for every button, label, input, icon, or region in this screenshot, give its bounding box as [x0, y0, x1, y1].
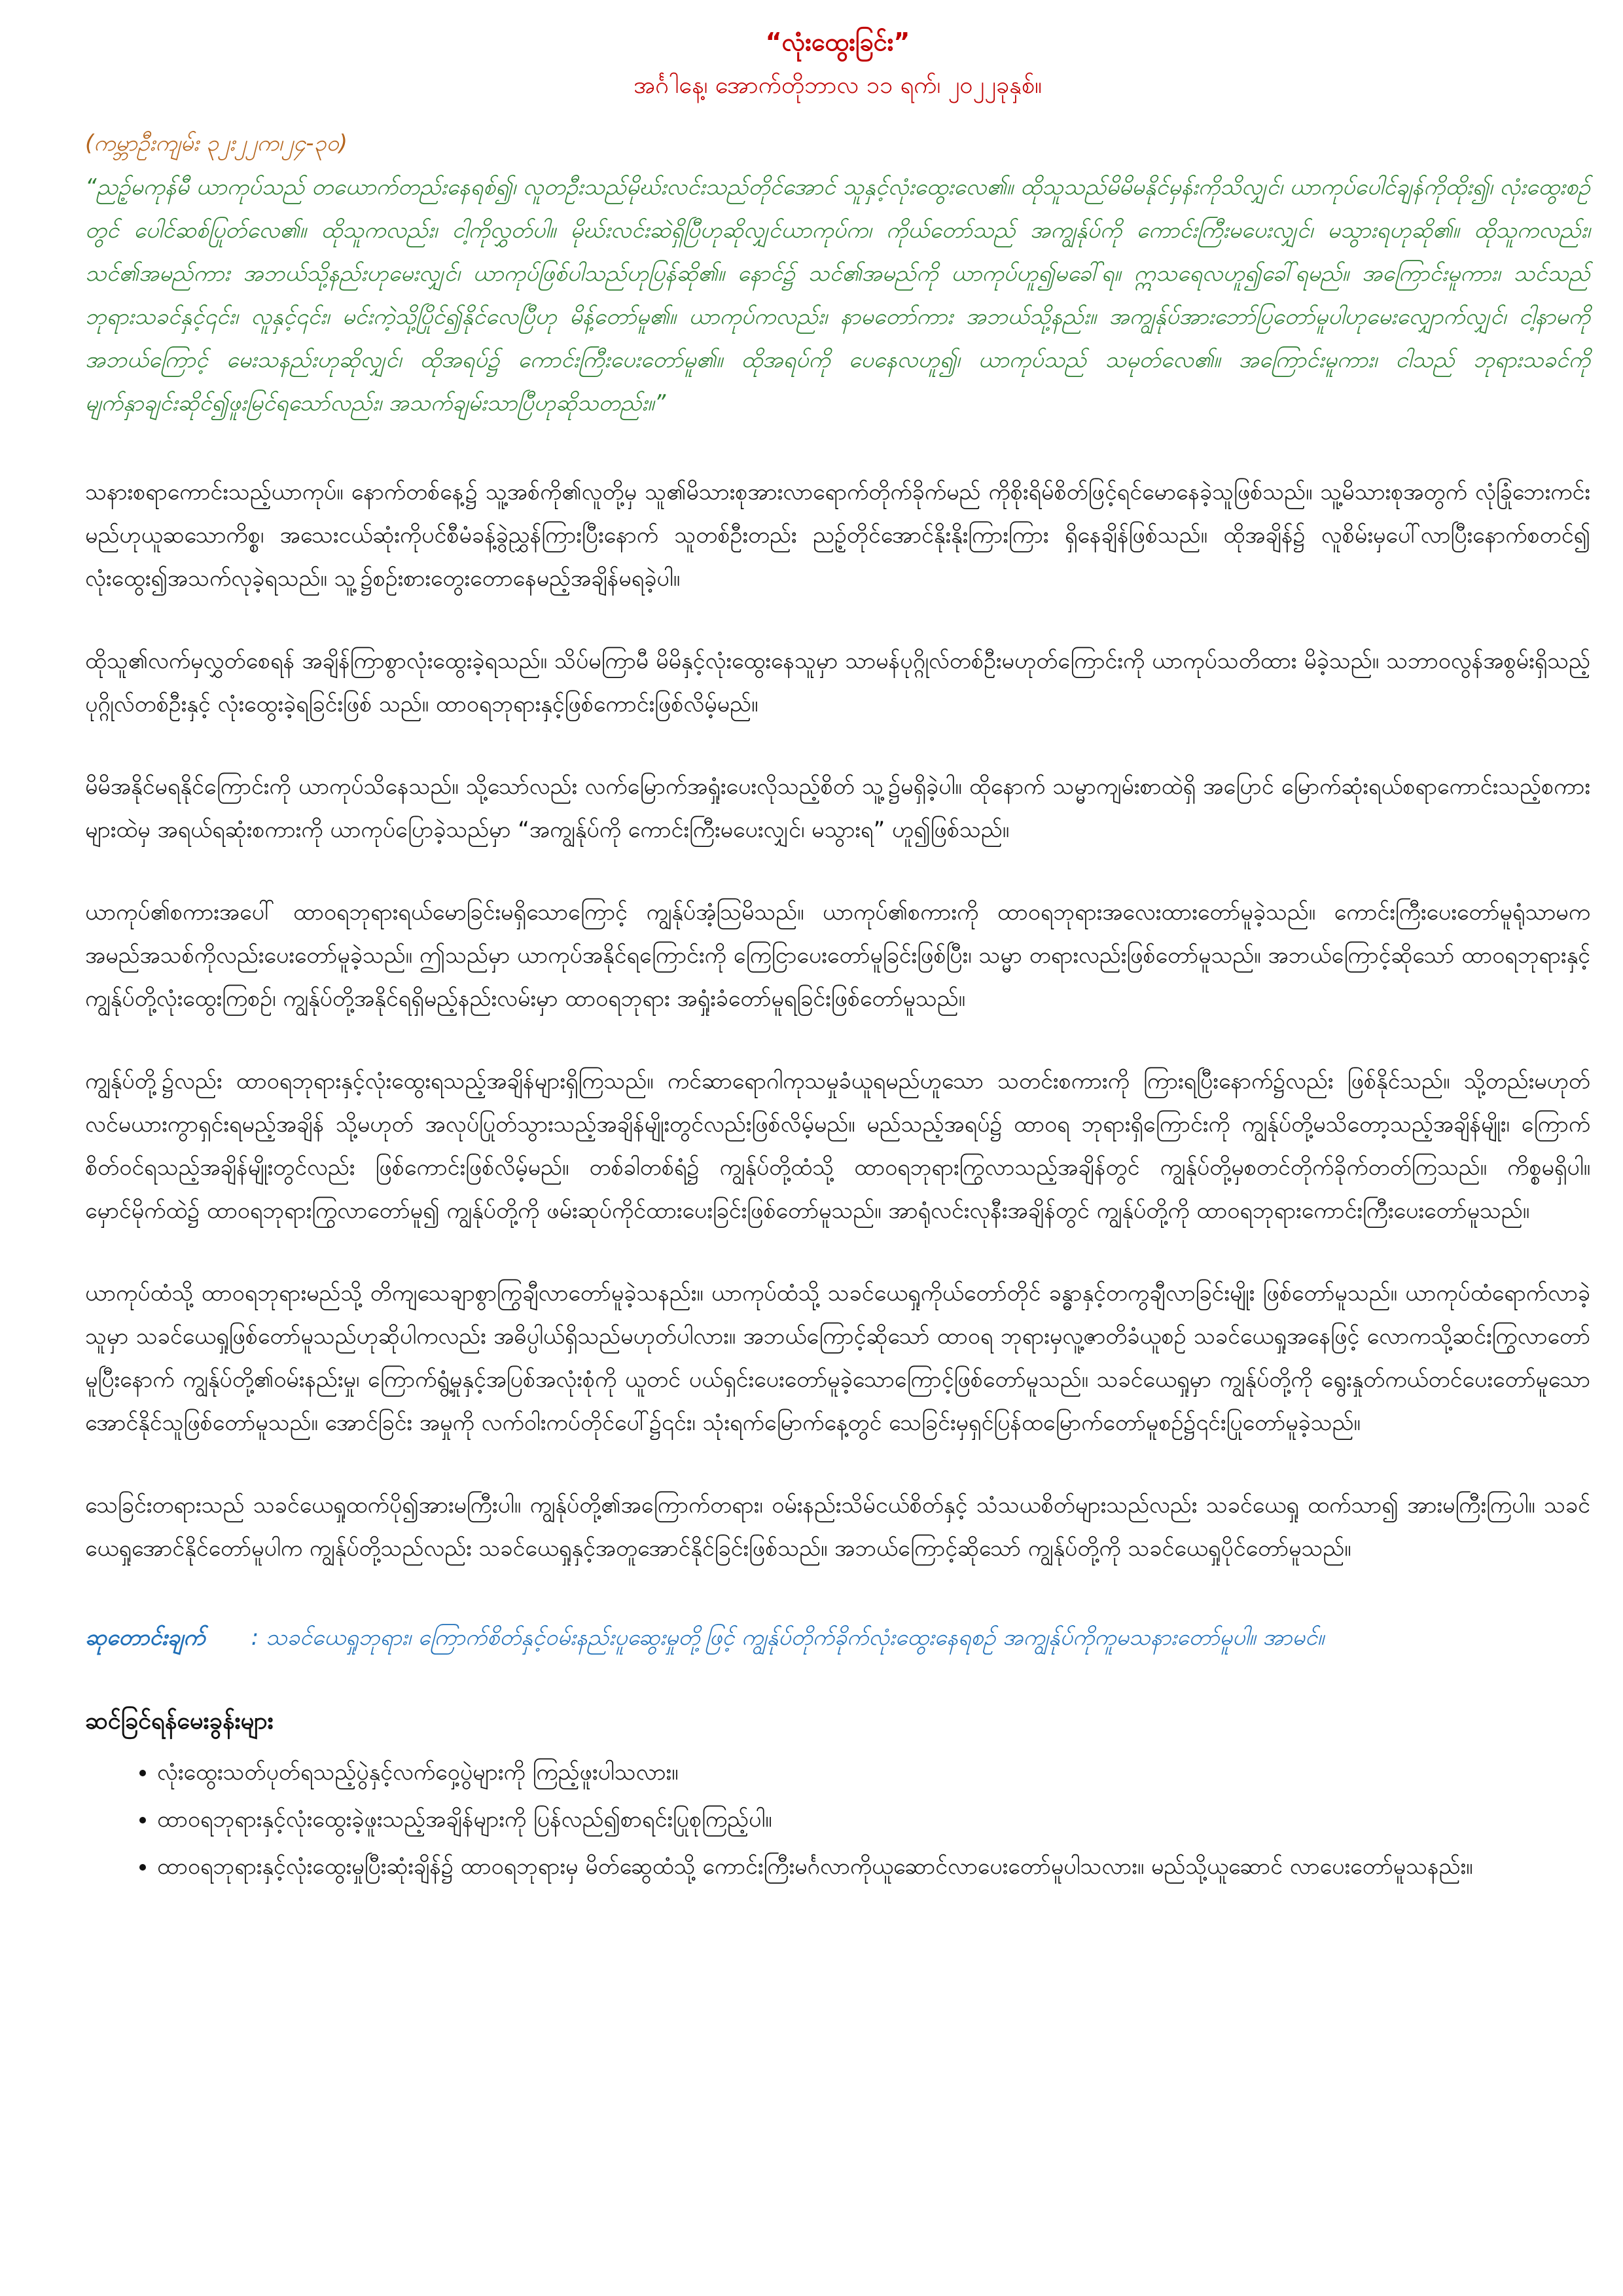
questions-list: [85, 1751, 1590, 1888]
question-item: • ထာဝရဘုရားနှင့်လုံးထွေးမှုပြီးဆုံးချိန်၌ ထာဝရဘုရားမှ မိတ်ဆွေထံသို့ ကောင်းကြီးမင်္ဂလာကိုယူဆောင်လာပေးတော်မူပါသလား။ မည်သို့ယူဆောင် လာပေးတော်မူသနည်း။: [157, 1845, 1590, 1888]
devotional-page: [85, 26, 1590, 1892]
body-paragraph: ထိုသူ၏လက်မှလွှတ်စေရန် အချိန်ကြာစွာလုံးထွေးခဲ့ရသည်။ သိပ်မကြာမီ မိမိနှင့်လုံးထွေးနေသူမှာ သာမန်ပုဂ္ဂိုလ်တစ်ဦးမဟုတ်ကြောင်းကို ယာကုပ်သတိထား မိခဲ့သည်။ သဘာဝလွန်အစွမ်းရှိသည့်ပုဂ္ဂိုလ်တစ်ဦးနှင့် လုံးထွေးခဲ့ရခြင်းဖြစ် သည်။ ထာဝရဘုရားနှင့်ဖြစ်ကောင်းဖြစ်လိမ့်မည်။: [85, 648, 1590, 717]
question-item: • လုံးထွေးသတ်ပုတ်ရသည့်ပွဲနှင့်လက်ဝှေ့ပွဲများကို ကြည့်ဖူးပါသလား။: [157, 1751, 1590, 1794]
scripture-quote: “ညဥ့်မကုန်မီ ယာကုပ်သည် တယောက်တည်းနေရစ်၍၊ လူတဦးသည်မိုဃ်းလင်းသည်တိုင်အောင် သူနှင့်လုံးထွေးလေ၏။ ထိုသူသည်မိမိမနိုင်မှန်းကိုသိလျှင်၊ ယာကုပ်ပေါင်ချန်ကိုထိုး၍၊ လုံးထွေးစဥ်တွင် ပေါင်ဆစ်ပြုတ်လေ၏။ ထိုသူကလည်း၊ ငါ့ကိုလွှတ်ပါ။ မိုဃ်းလင်းဆဲရှိပြီဟုဆိုလျှင်ယာကုပ်က၊ ကိုယ်တော်သည် အကျွန်ုပ်ကို ကောင်းကြီးမပေးလျှင်၊ မသွားရဟုဆို၏။ ထိုသူကလည်း၊ သင်၏အမည်ကား အဘယ်သို့နည်းဟုမေးလျှင်၊ ယာကုပ်ဖြစ်ပါသည်ဟုပြန်ဆို၏။ နောင်၌ သင်၏အမည်ကို ယာကုပ်ဟူ၍မခေါ်ရ။ ဣသရေလဟူ၍ခေါ်ရမည်။ အကြောင်းမူကား၊ သင်သည် ဘုရားသခင်နှင့်၎င်း၊ လူနှင့်၎င်း၊ မင်းကဲ့သို့ပြိုင်၍နိုင်လေပြီဟု မိန့်တော်မူ၏။ ယာကုပ်ကလည်း၊ နာမတော်ကား အဘယ်သို့နည်း။ အကျွန်ုပ်အားဘော်ပြတော်မူပါဟုမေးလျှောက်လျှင်၊ ငါ့နာမကို အဘယ်ကြောင့် မေးသနည်းဟုဆိုလျှင်၊ ထိုအရပ်၌ ကောင်းကြီးပေးတော်မူ၏။ ထိုအရပ်ကို ပေနေလဟူ၍၊ ယာကုပ်သည် သမုတ်လေ၏။ အကြောင်းမူကား၊ ငါသည် ဘုရားသခင်ကို မျက်နှာချင်းဆိုင်၍ဖူးမြင်ရသော်လည်း၊ အသက်ချမ်းသာပြီဟုဆိုသတည်း။”: [85, 174, 1590, 416]
question-item: • ထာဝရဘုရားနှင့်လုံးထွေးခဲ့ဖူးသည့်အချိန်များကို ပြန်လည်၍စာရင်းပြုစုကြည့်ပါ။: [157, 1798, 1590, 1841]
scripture-reference: (ကမ္ဘာဦးကျမ်း ၃၂း၂၂က၊၂၄-၃၀): [85, 130, 348, 156]
prayer-text: : သခင်ယေရှုဘုရား၊ ကြောက်စိတ်နှင့်ဝမ်းနည်းပူဆွေးမှုတို့ဖြင့် ကျွန်ုပ်တိုက်ခိုက်လုံးထွေးနေရစဥ် အကျွန်ုပ်ကိုကူမသနားတော်မူပါ။ အာမင်။: [251, 1624, 1325, 1651]
page-date: အင်္ဂါနေ့၊ အောက်တိုဘာလ ၁၁ ရက်၊ ၂၀၂၂ခုနှစ်။: [633, 72, 1042, 99]
body-paragraph: သေခြင်းတရားသည် သခင်ယေရှုထက်ပို၍အားမကြီးပါ။ ကျွန်ုပ်တို့၏အကြောက်တရား၊ ဝမ်းနည်းသိမ်ငယ်စိတ်နှင့် သံသယစိတ်များသည်လည်း သခင်ယေရှု ထက်သာ၍ အားမကြီးကြပါ။ သခင်ယေရှုအောင်နိုင်တော်မူပါက ကျွန်ုပ်တို့သည်လည်း သခင်ယေရှုနှင့်အတူအောင်နိုင်ခြင်းဖြစ်သည်။ အဘယ်ကြောင့်ဆိုသော် ကျွန်ုပ်တို့ကို သခင်ယေရှုပိုင်တော်မူသည်။: [85, 1492, 1590, 1562]
prayer-block: [85, 1616, 1590, 1659]
prayer-label: ဆုတောင်းချက်: [85, 1624, 205, 1651]
body-paragraph: မိမိအနိုင်မရနိုင်ကြောင်းကို ယာကုပ်သိနေသည်။ သို့သော်လည်း လက်မြောက်အရှုံးပေးလိုသည့်စိတ် သူ့၌မရှိခဲ့ပါ။ ထိုနောက် သမ္မာကျမ်းစာထဲရှိ အပြောင် မြောက်ဆုံးရယ်စရာကောင်းသည့်စကားများထဲမှ အရယ်ရဆုံးစကားကို ယာကုပ်ပြောခဲ့သည်မှာ “အကျွန်ုပ်ကို ကောင်းကြီးမပေးလျှင်၊ မသွားရ” ဟူ၍ဖြစ်သည်။: [85, 774, 1590, 843]
page-title: “လုံးထွေးခြင်း”: [765, 27, 910, 56]
body-paragraph: ယာကုပ်ထံသို့ ထာဝရဘုရားမည်သို့ တိကျသေချာစွာကြွချီလာတော်မူခဲ့သနည်း။ ယာကုပ်ထံသို့ သခင်ယေရှုကိုယ်တော်တိုင် ခန္ဓာနှင့်တကွချီလာခြင်းမျိုး ဖြစ်တော်မူသည်။ ယာကုပ်ထံရောက်လာခဲ့သူမှာ သခင်ယေရှုဖြစ်တော်မူသည်ဟုဆိုပါကလည်း အဓိပ္ပါယ်ရှိသည်မဟုတ်ပါလား။ အဘယ်ကြောင့်ဆိုသော် ထာဝရ ဘုရားမှလူ့ဇာတိခံယူစဥ် သခင်ယေရှုအနေဖြင့် လောကသို့ဆင်းကြွလာတော်မူပြီးနောက် ကျွန်ုပ်တို့၏ဝမ်းနည်းမှု၊ ကြောက်ရွံ့မှုနှင့်အပြစ်အလုံးစုံကို ယူတင် ပယ်ရှင်းပေးတော်မူခဲ့သောကြောင့်ဖြစ်တော်မူသည်။ သခင်ယေရှုမှာ ကျွန်ုပ်တို့ကို ရွေးနှုတ်ကယ်တင်ပေးတော်မူသော အောင်နိုင်သူဖြစ်တော်မူသည်။ အောင်ခြင်း အမှုကို လက်ဝါးကပ်တိုင်ပေါ်၌၎င်း၊ သုံးရက်မြောက်နေ့တွင် သေခြင်းမှရှင်ပြန်ထမြောက်တော်မူစဥ်၌၎င်းပြုတော်မူခဲ့သည်။: [85, 1280, 1590, 1436]
body-paragraph: သနားစရာကောင်းသည့်ယာကုပ်။ နောက်တစ်နေ့၌ သူ့အစ်ကို၏လူတို့မှ သူ၏မိသားစုအားလာရောက်တိုက်ခိုက်မည် ကိုစိုးရိမ်စိတ်ဖြင့်ရင်မောနေခဲ့သူဖြစ်သည်။ သူ့မိသားစုအတွက် လုံခြုံဘေးကင်းမည်ဟုယူဆသောကိစ္စ၊ အသေးငယ်ဆုံးကိုပင်စီမံခန့်ခွဲညွှန်ကြားပြီးနောက် သူတစ်ဦးတည်း ညဥ့်တိုင်အောင်နိုးနိုးကြားကြား ရှိနေချိန်ဖြစ်သည်။ ထိုအချိန်၌ လူစိမ်းမှပေါ်လာပြီးနောက်စတင်၍ လုံးထွေး၍အသက်လုခဲ့ရသည်။ သူ့၌စဥ်းစားတွေးတောနေမည့်အချိန်မရခဲ့ပါ။: [85, 479, 1590, 592]
questions-heading: ဆင်ခြင်ရန်မေးခွန်းများ: [85, 1708, 274, 1734]
body-paragraph: ကျွန်ုပ်တို့၌လည်း ထာဝရဘုရားနှင့်လုံးထွေးရသည့်အချိန်များရှိကြသည်။ ကင်ဆာရောဂါကုသမှုခံယူရမည်ဟူသော သတင်းစကားကို ကြားရပြီးနောက်၌လည်း ဖြစ်နိုင်သည်။ သို့တည်းမဟုတ် လင်မယားကွာရှင်းရမည့်အချိန် သို့မဟုတ် အလုပ်ပြုတ်သွားသည့်အချိန်မျိုးတွင်လည်းဖြစ်လိမ့်မည်။ မည်သည့်အရပ်၌ ထာဝရ ဘုရားရှိကြောင်းကို ကျွန်ုပ်တို့မသိတော့သည့်အချိန်မျိုး၊ ကြောက်စိတ်ဝင်ရသည့်အချိန်မျိုးတွင်လည်း ဖြစ်ကောင်းဖြစ်လိမ့်မည်။ တစ်ခါတစ်ရံ၌ ကျွန်ုပ်တို့ထံသို့ ထာဝရဘုရားကြွလာသည့်အချိန်တွင် ကျွန်ုပ်တို့မှစတင်တိုက်ခိုက်တတ်ကြသည်။ ကိစ္စမရှိပါ။ မှောင်မိုက်ထဲ၌ ထာဝရဘုရားကြွလာတော်မူ၍ ကျွန်ုပ်တို့ကို ဖမ်းဆုပ်ကိုင်ထားပေးခြင်းဖြစ်တော်မူသည်။ အာရုံလင်းလုနီးအချိန်တွင် ကျွန်ုပ်တို့ကို ထာဝရဘုရားကောင်းကြီးပေးတော်မူသည်။: [85, 1068, 1590, 1224]
body-paragraph: ယာကုပ်၏စကားအပေါ် ထာဝရဘုရားရယ်မောခြင်းမရှိသောကြောင့် ကျွန်ုပ်အံ့သြမိသည်။ ယာကုပ်၏စကားကို ထာဝရဘုရားအလေးထားတော်မူခဲ့သည်။ ကောင်းကြီးပေးတော်မူရုံသာမက အမည်အသစ်ကိုလည်းပေးတော်မူခဲ့သည်။ ဤသည်မှာ ယာကုပ်အနိုင်ရကြောင်းကို ကြေငြာပေးတော်မူခြင်းဖြစ်ပြီး၊ သမ္မာ တရားလည်းဖြစ်တော်မူသည်။ အဘယ်ကြောင့်ဆိုသော် ထာဝရဘုရားနှင့်ကျွန်ုပ်တို့လုံးထွေးကြစဉ်၊ ကျွန်ုပ်တို့အနိုင်ရရှိမည့်နည်းလမ်းမှာ ထာဝရဘုရား အရှုံးခံတော်မူရခြင်းဖြစ်တော်မူသည်။: [85, 899, 1590, 1012]
